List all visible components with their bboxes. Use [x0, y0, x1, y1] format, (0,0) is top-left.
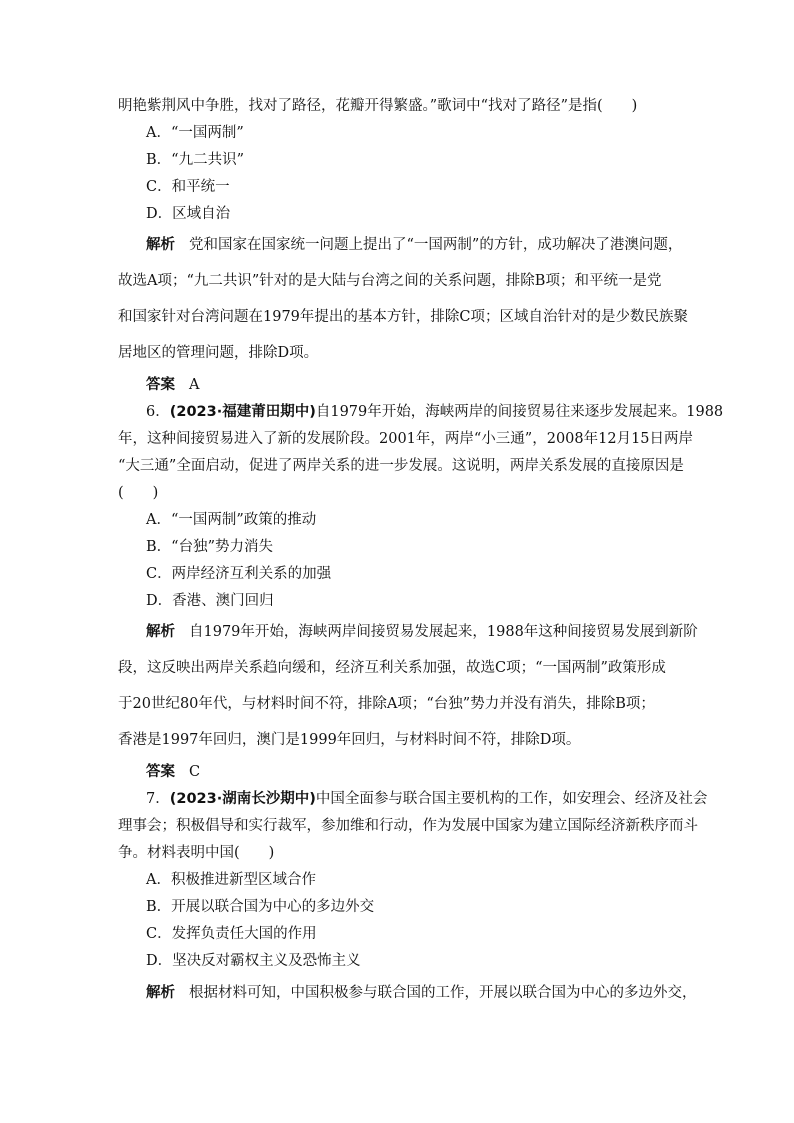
- q5-analysis-label: 解析: [146, 237, 175, 253]
- q6-stem-line-3: “大三通”全面启动，促进了两岸关系的进一步发展。这说明，两岸关系发展的直接原因是: [118, 458, 684, 474]
- q6-option-c: C．两岸经济互利关系的加强: [146, 566, 332, 582]
- q6-option-b: B．“台独”势力消失: [146, 539, 273, 555]
- q5-analysis-line-3: 和国家针对台湾问题在1979年提出的基本方针，排除C项；区域自治针对的是少数民族聚: [118, 309, 688, 325]
- q7-stem-line-3: 争。材料表明中国( ): [118, 845, 275, 861]
- q5-answer-label: 答案: [146, 377, 175, 393]
- q7-stem-line-2: 理事会；积极倡导和实行裁军，参加维和行动，作为发展中国家为建立国际经济新秩序而斗: [118, 818, 698, 834]
- q6-analysis-line-1: 解析 自1979年开始，海峡两岸间接贸易发展起来，1988年这种间接贸易发展到新阶: [146, 624, 698, 640]
- q7-option-b: B．开展以联合国为中心的多边外交: [146, 899, 375, 915]
- q6-answer: [146, 762, 200, 782]
- q5-option-b: B．“九二共识”: [146, 152, 244, 168]
- q7-analysis-label: 解析: [146, 985, 175, 1001]
- q6-answer-value: C: [189, 764, 201, 780]
- q7-number: 7．: [146, 791, 170, 807]
- q6-stem-line-4: ( ): [118, 485, 159, 501]
- q5-stem: 明艳紫荆风中争胜，找对了路径，花瓣开得繁盛。”歌词中“找对了路径”是指( ): [118, 98, 638, 114]
- q7-analysis-line-1: 解析 根据材料可知，中国积极参与联合国的工作，开展以联合国为中心的多边外交，: [146, 985, 697, 1001]
- q6-source: (2023·福建莆田期中): [169, 404, 316, 420]
- q6-analysis-line-2: 段，这反映出两岸关系趋向缓和，经济互利关系加强，故选C项；“一国两制”政策形成: [118, 660, 666, 676]
- q6-stem-line-2: 年，这种间接贸易进入了新的发展阶段。2001年，两岸“小三通”，2008年12月15日两岸: [118, 431, 694, 447]
- q5-option-a: A．“一国两制”: [146, 125, 244, 141]
- q7-option-d: D．坚决反对霸权主义及恐怖主义: [146, 953, 361, 969]
- q6-answer-label: 答案: [146, 764, 175, 780]
- q7-option-c: C．发挥负责任大国的作用: [146, 926, 317, 942]
- q6-stem-line-1: 6．(2023·福建莆田期中)自1979年开始，海峡两岸的间接贸易往来逐步发展起来。1988: [146, 404, 724, 420]
- q5-answer-value: A: [189, 377, 200, 393]
- q5-option-c: C．和平统一: [146, 179, 230, 195]
- q6-analysis-line-3: 于20世纪80年代，与材料时间不符，排除A项；“台独”势力并没有消失，排除B项；: [118, 696, 655, 712]
- q5-option-d: D．区域自治: [146, 206, 231, 222]
- q6-option-a: A．“一国两制”政策的推动: [146, 512, 317, 528]
- q6-option-d: D．香港、澳门回归: [146, 593, 274, 609]
- q5-answer: [146, 375, 199, 395]
- q6-analysis-label: 解析: [146, 624, 175, 640]
- q5-analysis-line-1: 解析 党和国家在国家统一问题上提出了“一国两制”的方针，成功解决了港澳问题，: [146, 237, 683, 253]
- q6-analysis-line-4: 香港是1997年回归，澳门是1999年回归，与材料时间不符，排除D项。: [118, 732, 581, 748]
- q5-analysis-line-2: 故选A项；“九二共识”针对的是大陆与台湾之间的关系问题，排除B项；和平统一是党: [118, 273, 662, 289]
- q6-number: 6．: [146, 404, 170, 420]
- q7-option-a: A．积极推进新型区域合作: [146, 872, 316, 888]
- q7-source: (2023·湖南长沙期中): [169, 791, 316, 807]
- q7-stem-line-1: 7．(2023·湖南长沙期中)中国全面参与联合国主要机构的工作，如安理会、经济及社会: [146, 791, 708, 807]
- q5-analysis-line-4: 居地区的管理问题，排除D项。: [118, 345, 319, 361]
